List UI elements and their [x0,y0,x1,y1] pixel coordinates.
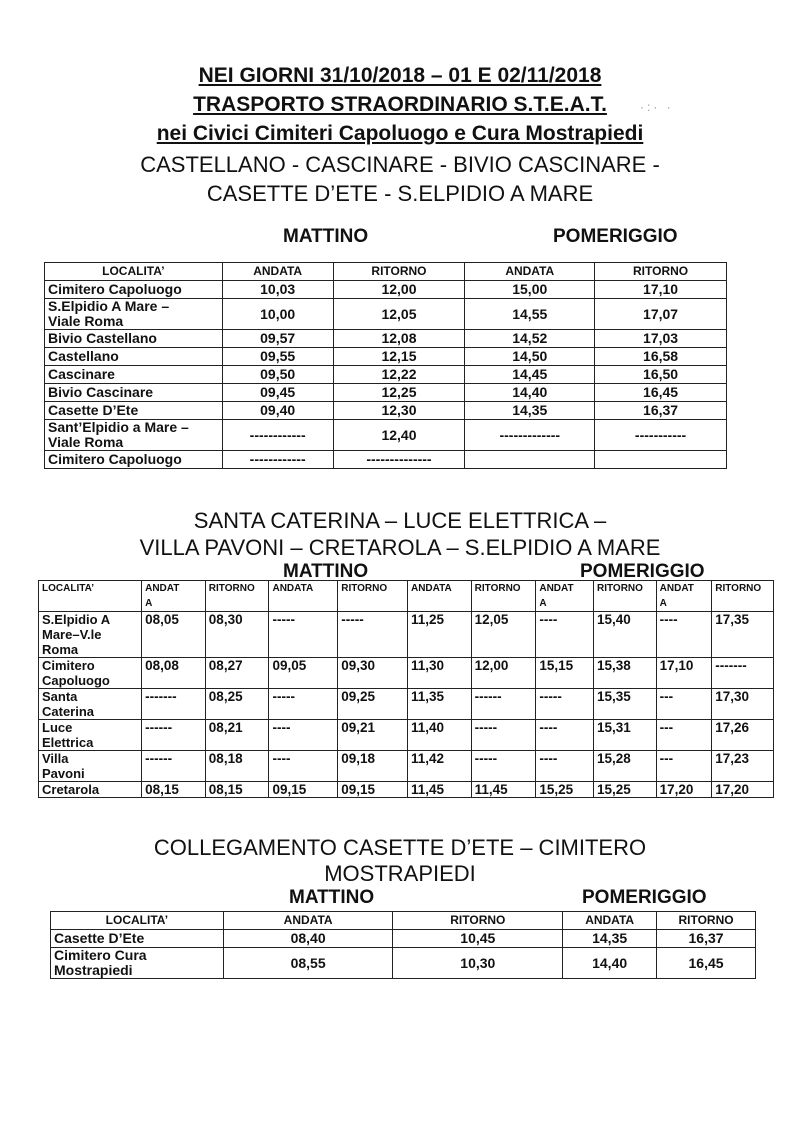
time-cell: 14,35 [465,402,595,420]
time-cell: 12,30 [333,402,465,420]
table-header-row [51,912,756,930]
location-cell: S.Elpidio A Mare – Viale Roma [45,299,223,330]
column-header: RITORNO [471,581,536,612]
time-cell: 09,15 [269,782,338,798]
notice-title-dates: NEI GIORNI 31/10/2018 – 01 E 02/11/2018 [198,64,602,87]
column-header: RITORNO [595,263,727,281]
time-cell: -------------- [333,451,465,469]
time-cell: 12,00 [471,658,536,689]
location-cell: S.Elpidio A Mare–V.le Roma [39,612,142,658]
time-cell: 12,05 [333,299,465,330]
notice-title-service: TRASPORTO STRAORDINARIO S.T.E.A.T. [193,93,607,116]
time-cell: ------------- [465,420,595,451]
location-cell: Cascinare [45,366,223,384]
time-cell: ---- [269,751,338,782]
time-cell: 14,50 [465,348,595,366]
time-cell: 15,15 [536,658,594,689]
time-cell: 08,15 [142,782,206,798]
section3-route-line1: COLLEGAMENTO CASETTE D’ETE – CIMITERO [153,835,647,860]
time-cell: 14,40 [563,948,657,979]
time-cell [595,451,727,469]
time-cell: ------- [712,658,774,689]
time-cell: 08,05 [142,612,206,658]
time-cell: 12,00 [333,281,465,299]
time-cell: 17,03 [595,330,727,348]
table-row [45,348,727,366]
time-cell: 11,30 [407,658,471,689]
time-cell: 11,40 [407,720,471,751]
time-cell: 10,30 [393,948,563,979]
table-row [45,451,727,469]
time-cell: ----- [338,612,408,658]
time-cell: 08,08 [142,658,206,689]
column-header: RITORNO [338,581,408,612]
time-cell: 08,15 [205,782,269,798]
time-cell: 14,55 [465,299,595,330]
time-cell: ----- [536,689,594,720]
time-cell: ---- [536,612,594,658]
time-cell: ----- [471,751,536,782]
time-cell: 09,57 [222,330,333,348]
time-cell: 14,45 [465,366,595,384]
table-row [39,782,774,798]
time-cell: ------------ [222,420,333,451]
time-cell: ------ [142,751,206,782]
time-cell: ---- [269,720,338,751]
location-cell: Casette D’Ete [51,930,224,948]
table-row [51,930,756,948]
table-row [45,366,727,384]
time-cell: 09,55 [222,348,333,366]
time-cell: 12,15 [333,348,465,366]
time-cell: ----- [269,689,338,720]
column-header: ANDAT A [142,581,206,612]
time-cell: 15,28 [593,751,656,782]
time-cell: 11,25 [407,612,471,658]
scan-speckle: ·:· · [640,100,674,114]
table-header-row [39,581,774,612]
time-cell: 16,50 [595,366,727,384]
time-cell: ---- [656,612,712,658]
time-cell: 15,38 [593,658,656,689]
location-cell: Luce Elettrica [39,720,142,751]
time-cell: 15,35 [593,689,656,720]
section3-timetable [50,911,756,979]
time-cell: 17,26 [712,720,774,751]
location-cell: Cimitero Capoluogo [45,451,223,469]
time-cell: 08,21 [205,720,269,751]
column-header: ANDATA [223,912,393,930]
time-cell: 15,25 [593,782,656,798]
time-cell: 14,35 [563,930,657,948]
location-cell: Villa Pavoni [39,751,142,782]
time-cell: 09,45 [222,384,333,402]
time-cell: 08,30 [205,612,269,658]
time-cell: 17,07 [595,299,727,330]
time-cell: 11,45 [407,782,471,798]
table-row [45,281,727,299]
time-cell: 09,05 [269,658,338,689]
time-cell: 12,22 [333,366,465,384]
section1-route-line2: CASETTE D’ETE - S.ELPIDIO A MARE [206,181,594,206]
time-cell: ------- [142,689,206,720]
time-cell: 09,25 [338,689,408,720]
table-row [39,689,774,720]
column-header: ANDATA [563,912,657,930]
time-cell: 10,00 [222,299,333,330]
time-cell: ------ [142,720,206,751]
location-cell: Casette D’Ete [45,402,223,420]
time-cell: 16,45 [657,948,756,979]
time-cell: --- [656,689,712,720]
time-cell: 08,18 [205,751,269,782]
location-cell: Cimitero Capoluogo [45,281,223,299]
time-cell: 17,30 [712,689,774,720]
column-header: ANDATA [269,581,338,612]
section3-afternoon-label: POMERIGGIO [582,887,707,908]
column-header: LOCALITA’ [45,263,223,281]
section2-route-line1: SANTA CATERINA – LUCE ELETTRICA – [193,508,607,533]
time-cell: ------------ [222,451,333,469]
time-cell: 11,45 [471,782,536,798]
time-cell: 17,23 [712,751,774,782]
table-row [39,751,774,782]
time-cell: ----- [471,720,536,751]
column-header: LOCALITA’ [51,912,224,930]
column-header: ANDAT A [656,581,712,612]
time-cell: 16,58 [595,348,727,366]
table-row [45,402,727,420]
column-header: LOCALITA’ [39,581,142,612]
table-row [39,658,774,689]
time-cell: --- [656,720,712,751]
time-cell: 16,37 [657,930,756,948]
table-row [45,330,727,348]
section1-afternoon-label: POMERIGGIO [553,226,678,247]
table-row [45,299,727,330]
time-cell: 12,05 [471,612,536,658]
time-cell: 15,31 [593,720,656,751]
table-row [39,720,774,751]
time-cell: 11,35 [407,689,471,720]
column-header: RITORNO [393,912,563,930]
time-cell: 17,20 [656,782,712,798]
time-cell: --- [656,751,712,782]
location-cell: Cimitero Capoluogo [39,658,142,689]
time-cell: 08,55 [223,948,393,979]
time-cell: 14,40 [465,384,595,402]
column-header: RITORNO [593,581,656,612]
time-cell: 08,40 [223,930,393,948]
section1-route-line1: CASTELLANO - CASCINARE - BIVIO CASCINARE - [140,152,660,177]
location-cell: Santa Caterina [39,689,142,720]
time-cell: ----- [269,612,338,658]
time-cell: 10,03 [222,281,333,299]
column-header: RITORNO [333,263,465,281]
time-cell: 17,10 [656,658,712,689]
section1-timetable [44,262,727,469]
time-cell: 15,25 [536,782,594,798]
table-row [51,948,756,979]
location-cell: Bivio Castellano [45,330,223,348]
location-cell: Castellano [45,348,223,366]
section2-afternoon-label: POMERIGGIO [580,561,705,582]
column-header: ANDATA [465,263,595,281]
column-header: RITORNO [657,912,756,930]
location-cell: Cimitero Cura Mostrapiedi [51,948,224,979]
table-header-row [45,263,727,281]
time-cell: 09,15 [338,782,408,798]
column-header: ANDATA [222,263,333,281]
time-cell: 17,35 [712,612,774,658]
time-cell: 09,40 [222,402,333,420]
time-cell: 09,30 [338,658,408,689]
notice-title-cemeteries: nei Civici Cimiteri Capoluogo e Cura Mostrapiedi [156,122,644,145]
time-cell: 08,25 [205,689,269,720]
time-cell: 16,45 [595,384,727,402]
location-cell: Sant’Elpidio a Mare – Viale Roma [45,420,223,451]
section2-morning-label: MATTINO [283,561,369,582]
time-cell: 12,25 [333,384,465,402]
table-row [45,420,727,451]
section2-timetable [38,580,774,798]
section3-route-line2: MOSTRAPIEDI [324,861,476,886]
time-cell [465,451,595,469]
time-cell: ------ [471,689,536,720]
time-cell: 15,40 [593,612,656,658]
time-cell: 12,08 [333,330,465,348]
time-cell: 09,50 [222,366,333,384]
time-cell: 17,10 [595,281,727,299]
time-cell: 14,52 [465,330,595,348]
column-header: ANDATA [407,581,471,612]
time-cell: 10,45 [393,930,563,948]
time-cell: ----------- [595,420,727,451]
time-cell: 16,37 [595,402,727,420]
time-cell: 09,18 [338,751,408,782]
table-row [39,612,774,658]
column-header: ANDAT A [536,581,594,612]
time-cell: 12,40 [333,420,465,451]
time-cell: 11,42 [407,751,471,782]
location-cell: Bivio Cascinare [45,384,223,402]
table-row [45,384,727,402]
location-cell: Cretarola [39,782,142,798]
section2-route-line2: VILLA PAVONI – CRETAROLA – S.ELPIDIO A MARE [139,535,661,560]
time-cell: ---- [536,720,594,751]
section1-morning-label: MATTINO [283,226,369,247]
time-cell: 15,00 [465,281,595,299]
time-cell: 09,21 [338,720,408,751]
time-cell: 17,20 [712,782,774,798]
time-cell: ---- [536,751,594,782]
column-header: RITORNO [205,581,269,612]
time-cell: 08,27 [205,658,269,689]
column-header: RITORNO [712,581,774,612]
section3-morning-label: MATTINO [289,887,375,908]
